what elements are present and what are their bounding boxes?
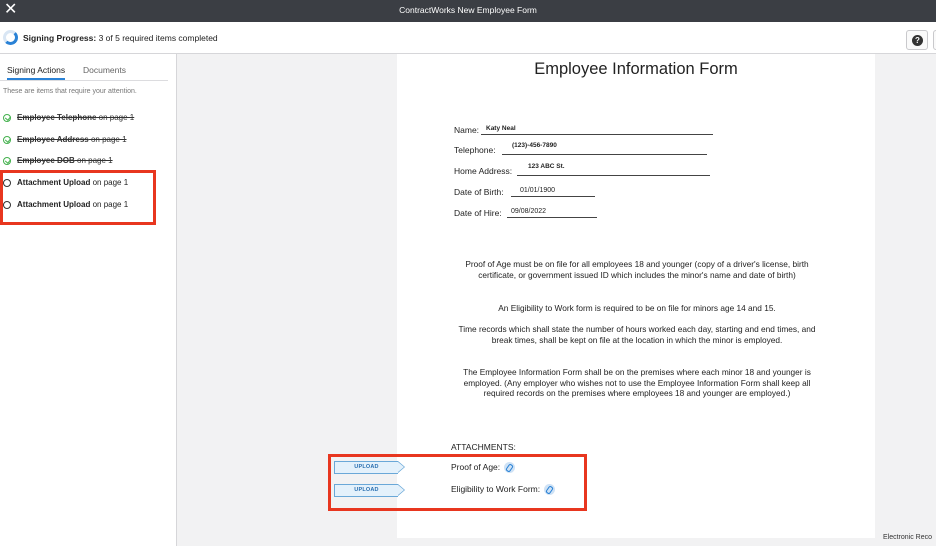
field-label: Telephone: <box>454 145 496 155</box>
action-suffix: on page 1 <box>88 135 127 144</box>
check-circle-icon <box>3 114 11 122</box>
action-suffix: on page 1 <box>90 178 129 187</box>
progress-status: 3 of 5 required items completed <box>96 33 218 43</box>
doh-value[interactable]: 09/08/2022 <box>511 208 547 215</box>
field-label: Date of Hire: <box>454 208 502 218</box>
field-line <box>481 134 713 135</box>
field-line <box>511 196 595 197</box>
action-name: Employee Address <box>17 135 89 144</box>
upload-button-eligibility[interactable]: UPLOAD <box>334 484 398 497</box>
divider <box>0 80 168 81</box>
doh-field <box>454 204 719 218</box>
name-field <box>454 121 719 135</box>
action-name: Employee DOB <box>17 156 75 165</box>
title-bar <box>0 0 936 22</box>
action-name: Employee Telephone <box>17 113 97 122</box>
close-icon[interactable]: ✕ <box>4 1 18 18</box>
dob-value[interactable]: 01/01/1900 <box>520 187 556 194</box>
address-field <box>454 162 719 176</box>
employee-info-paragraph: The Employee Information Form shall be on the premises where each minor 18 and younger is employed. (Any employer who wishes not to use the Employee Information Form shall keep all required records on the premises where employees 18 and younger are employed.) <box>463 367 811 398</box>
time-records-paragraph: Time records which shall state the number of hours worked each day, starting and end times, and break times, shall be kept on file at the location in which the minor is employed. <box>458 324 816 345</box>
upload-button-proof-of-age[interactable]: UPLOAD <box>334 461 398 474</box>
attachment-label: Proof of Age: <box>451 462 501 472</box>
telephone-value[interactable]: (123)-456-7890 <box>512 142 557 149</box>
document-title: Employee Information Form <box>534 60 738 78</box>
dob-field <box>454 183 719 197</box>
sidebar-hint: These are items that require your attention. <box>3 88 137 95</box>
check-circle-icon <box>3 157 11 165</box>
action-name: Attachment Upload <box>17 178 91 187</box>
field-label: Name: <box>454 125 480 135</box>
action-suffix: on page 1 <box>96 113 135 122</box>
eligibility-paragraph: An Eligibility to Work form is required to be on file for minors age 14 and 15. <box>498 303 776 313</box>
progress-text <box>23 33 218 43</box>
footer-text: Electronic Reco <box>883 534 933 541</box>
telephone-field <box>454 141 719 155</box>
action-suffix: on page 1 <box>74 156 113 165</box>
highlight-box-pending-actions <box>0 170 156 225</box>
signing-progress-bar <box>0 22 936 54</box>
tab-signing-actions[interactable]: Signing Actions <box>7 65 65 80</box>
field-line <box>517 175 710 176</box>
name-value[interactable]: Katy Neal <box>486 125 516 132</box>
highlight-box-attachments <box>328 454 587 511</box>
action-name: Attachment Upload <box>17 200 91 209</box>
attachment-label: Eligibility to Work Form: <box>451 484 541 494</box>
check-circle-icon <box>3 136 11 144</box>
progress-label: Signing Progress: <box>23 33 97 43</box>
field-line <box>507 217 597 218</box>
field-line <box>502 154 707 155</box>
tab-documents[interactable]: Documents <box>83 65 126 75</box>
attachments-heading: ATTACHMENTS: <box>451 442 516 452</box>
window-title: ContractWorks New Employee Form <box>399 5 537 15</box>
action-suffix: on page 1 <box>90 200 129 209</box>
help-button[interactable] <box>906 30 928 50</box>
field-label: Home Address: <box>454 166 513 176</box>
sidebar-tabs <box>0 54 170 80</box>
proof-of-age-paragraph: Proof of Age must be on file for all employees 18 and younger (copy of a driver's license, birth certificate, or government issued ID which includes the minor's name and date of birth) <box>465 259 809 280</box>
question-icon: ? <box>912 35 923 46</box>
sidebar <box>0 54 177 546</box>
progress-ring-icon <box>3 30 18 45</box>
field-label: Date of Birth: <box>454 187 504 197</box>
address-value[interactable]: 123 ABC St. <box>528 163 565 170</box>
